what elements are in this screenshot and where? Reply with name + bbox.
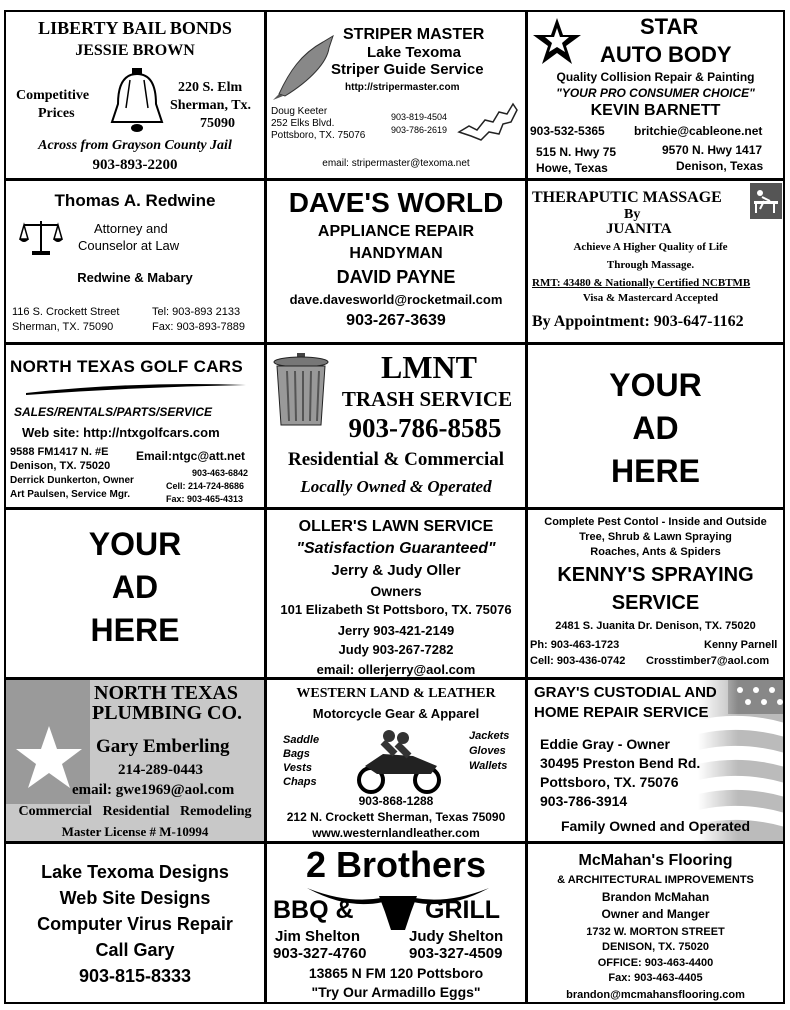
scales-icon (18, 217, 64, 257)
trash-can-icon (273, 353, 329, 427)
ad-mcmahans-flooring[interactable]: McMahan's Flooring & ARCHITECTURAL IMPROVEMENTS Brandon McMahan Owner and Manger 1732 W. MORTON STREET DENISON, TX. 75020 OFFICE: 903-463-4400 Fax: 903-463-4405 brandon@mcmahansflooring.com (526, 842, 785, 1004)
liberty-bell-icon (102, 68, 172, 140)
motorcycle-icon (353, 726, 445, 794)
ad-owner: JESSIE BROWN (75, 42, 195, 59)
ad-your-ad-here-2[interactable]: YOUR AD HERE (4, 508, 266, 679)
ad-phone: 903-893-2200 (92, 157, 178, 173)
ad-north-texas-golf-cars[interactable]: NORTH TEXAS GOLF CARS SALES/RENTALS/PARTS/SERVICE Web site: http://ntxgolfcars.com 9588 FM1417 N. #E Denison, TX. 75020 Email:ntgc@att.net 903-463-6842 Derrick Dunkerton, Owner Cell: 214-724-8686 Art Paulsen, Service Mgr. Fax: 903-465-4313 (4, 343, 266, 509)
ad-western-land-leather[interactable]: WESTERN LAND & LEATHER Motorcycle Gear & Apparel Saddle Bags Vests Chaps Jackets Gloves Wallets 903-868-1288 212 N. Crockett Sherman, Texas 75090 www.westernlandleather.com (265, 678, 527, 843)
ad-lake-texoma-designs[interactable]: Lake Texoma Designs Web Site Designs Computer Virus Repair Call Gary 903-815-8333 (4, 842, 266, 1004)
star-icon (532, 16, 582, 66)
lake-map-icon (455, 92, 521, 148)
ad-north-texas-plumbing[interactable]: NORTH TEXAS PLUMBING CO. Gary Emberling 214-289-0443 email: gwe1969@aol.com Commercial Residential Remodeling Master License # M-10994 (4, 678, 266, 843)
swoosh-icon (26, 379, 246, 397)
ad-ollers-lawn-service[interactable]: OLLER'S LAWN SERVICE "Satisfaction Guaranteed" Jerry & Judy Oller Owners 101 Elizabeth St Pottsboro, TX. 75076 Jerry 903-421-2149 Judy 903-267-7282 email: ollerjerry@aol.com (265, 508, 527, 679)
ad-grid (4, 10, 785, 1004)
star-icon (14, 724, 84, 790)
massage-icon (750, 183, 782, 219)
ad-redwine-law[interactable]: Thomas A. Redwine Attorney and Counselor at Law Redwine & Mabary 116 S. Crockett Street Sherman, TX. 75090 Tel: 903-893 2133 Fax: 903-893-7889 (4, 179, 266, 344)
ad-2-brothers-bbq[interactable]: 2 Brothers BBQ & GRILL Jim Shelton Judy Shelton 903-327-4760 903-327-4509 13865 N FM 120 Pottsboro "Try Our Armadillo Eggs" (265, 842, 527, 1004)
ad-theraputic-massage[interactable]: THERAPUTIC MASSAGE By JUANITA Achieve A Higher Quality of Life Through Massage. RMT: 43480 & Nationally Certified NCBTMB Visa & Mastercard Accepted By Appointment: 903-647-1162 (526, 179, 785, 344)
ad-kennys-spraying[interactable]: Complete Pest Contol - Inside and Outside Tree, Shrub & Lawn Spraying Roaches, Ants & Spiders KENNY'S SPRAYING SERVICE 2481 S. Juanita Dr. Denison, TX. 75020 Ph: 903-463-1723 Kenny Parnell Cell: 903-436-0742 Crosstimber7@aol.com (526, 508, 785, 679)
ad-daves-world[interactable]: DAVE'S WORLD APPLIANCE REPAIR HANDYMAN DAVID PAYNE dave.davesworld@rocketmail.com 903-267-3639 (265, 179, 527, 344)
ad-striper-master[interactable]: STRIPER MASTER Lake Texoma Striper Guide Service http://stripermaster.com Doug Keeter 252 Elks Blvd. Pottsboro, TX. 75076 903-819-4504 903-786-2619 email: stripermaster@texoma.net (265, 10, 527, 180)
ad-your-ad-here-1[interactable]: YOUR AD HERE (526, 343, 785, 509)
ad-star-auto-body[interactable]: STAR AUTO BODY Quality Collision Repair & Painting "YOUR PRO CONSUMER CHOICE" KEVIN BARNETT 903-532-5365 britchie@cableone.net 515 N. Hwy 75 Howe, Texas 9570 N. Hwy 1417 Denison, Texas (526, 10, 785, 180)
ad-grays-custodial[interactable]: GRAY'S CUSTODIAL AND HOME REPAIR SERVICE Eddie Gray - Owner 30495 Preston Bend Rd. Pottsboro, TX. 75076 903-786-3914 Family Owned and Operated (526, 678, 785, 843)
ad-liberty-bail-bonds[interactable]: LIBERTY BAIL BONDS JESSIE BROWN Competitive Prices 220 S. Elm Sherman, Tx. 75090 Across from Grayson County Jail 903-893-2200 (4, 10, 266, 180)
ad-title: LIBERTY BAIL BONDS (38, 18, 232, 38)
ad-lmnt-trash-service[interactable]: LMNT TRASH SERVICE 903-786-8585 Residential & Commercial Locally Owned & Operated (265, 343, 527, 509)
